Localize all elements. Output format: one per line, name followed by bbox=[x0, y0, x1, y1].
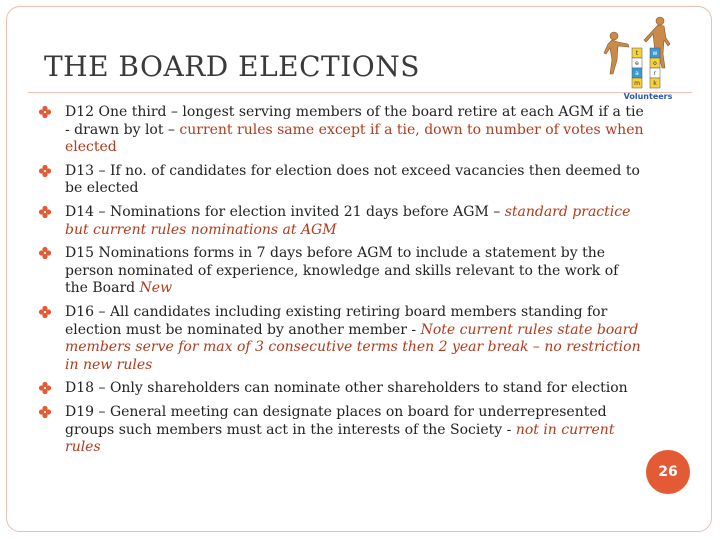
svg-text:m: m bbox=[634, 80, 640, 87]
clover-bullet-icon bbox=[38, 104, 52, 120]
wooden-figure-left-icon bbox=[604, 32, 629, 74]
bullet-list bbox=[38, 104, 644, 463]
bullet-item bbox=[38, 163, 644, 198]
bullet-text: D14 – Nominations for election invited 21 days before AGM – bbox=[65, 203, 505, 220]
logo-caption: Volunteers bbox=[623, 92, 673, 101]
clover-bullet-icon bbox=[38, 304, 52, 320]
bullet-note-text: not in current rules bbox=[65, 421, 615, 456]
svg-text:e: e bbox=[635, 60, 639, 67]
bullet-item bbox=[38, 304, 644, 374]
clover-bullet-icon bbox=[38, 204, 52, 220]
volunteers-logo bbox=[588, 8, 684, 104]
slide-title: THE BOARD ELECTIONS bbox=[44, 50, 420, 83]
bullet-note-text: Note current rules state board members serve for max of 3 consecutive terms then 2 year break – no restriction in new rules bbox=[65, 321, 641, 373]
bullet-text: D15 Nominations forms in 7 days before AGM to include a statement by the person nominated of experience, knowledge and skills relevant to the work of the Board bbox=[65, 245, 619, 297]
teamwork-blocks bbox=[632, 48, 660, 88]
svg-text:a: a bbox=[635, 70, 639, 77]
clover-bullet-icon bbox=[38, 163, 52, 179]
bullet-note-text: standard practice but current rules nominations at AGM bbox=[65, 203, 631, 238]
bullet-text: D12 One third – longest serving members of the board retire at each AGM if a tie - drawn by lot – bbox=[65, 104, 644, 138]
clover-bullet-icon bbox=[38, 404, 52, 420]
bullet-text: D18 – Only shareholders can nominate other shareholders to stand for election bbox=[65, 380, 628, 397]
svg-text:r: r bbox=[653, 70, 657, 77]
bullet-item bbox=[38, 104, 644, 157]
clover-bullet-icon bbox=[38, 245, 52, 261]
svg-text:w: w bbox=[652, 50, 658, 57]
bullet-text: D13 – If no. of candidates for election does not exceed vacancies then deemed to be elected bbox=[65, 162, 640, 197]
bullet-item bbox=[38, 404, 644, 457]
svg-text:k: k bbox=[653, 80, 657, 87]
bullet-text: D19 – General meeting can designate places on board for underrepresented groups such members must act in the interests of the Society - bbox=[65, 403, 607, 438]
svg-text:o: o bbox=[653, 60, 657, 67]
bullet-note-text: New bbox=[139, 280, 173, 297]
bullet-text: D16 – All candidates including existing retiring board members standing for election must be nominated by another member - bbox=[65, 303, 608, 338]
bullet-item bbox=[38, 204, 644, 239]
bullet-item bbox=[38, 245, 644, 298]
bullet-note-text: current rules same except if a tie, down to number of votes when elected bbox=[65, 121, 644, 156]
svg-text:t: t bbox=[635, 50, 639, 57]
bullet-item bbox=[38, 380, 644, 398]
page-number-badge: 26 bbox=[646, 450, 690, 494]
clover-bullet-icon bbox=[38, 380, 52, 396]
